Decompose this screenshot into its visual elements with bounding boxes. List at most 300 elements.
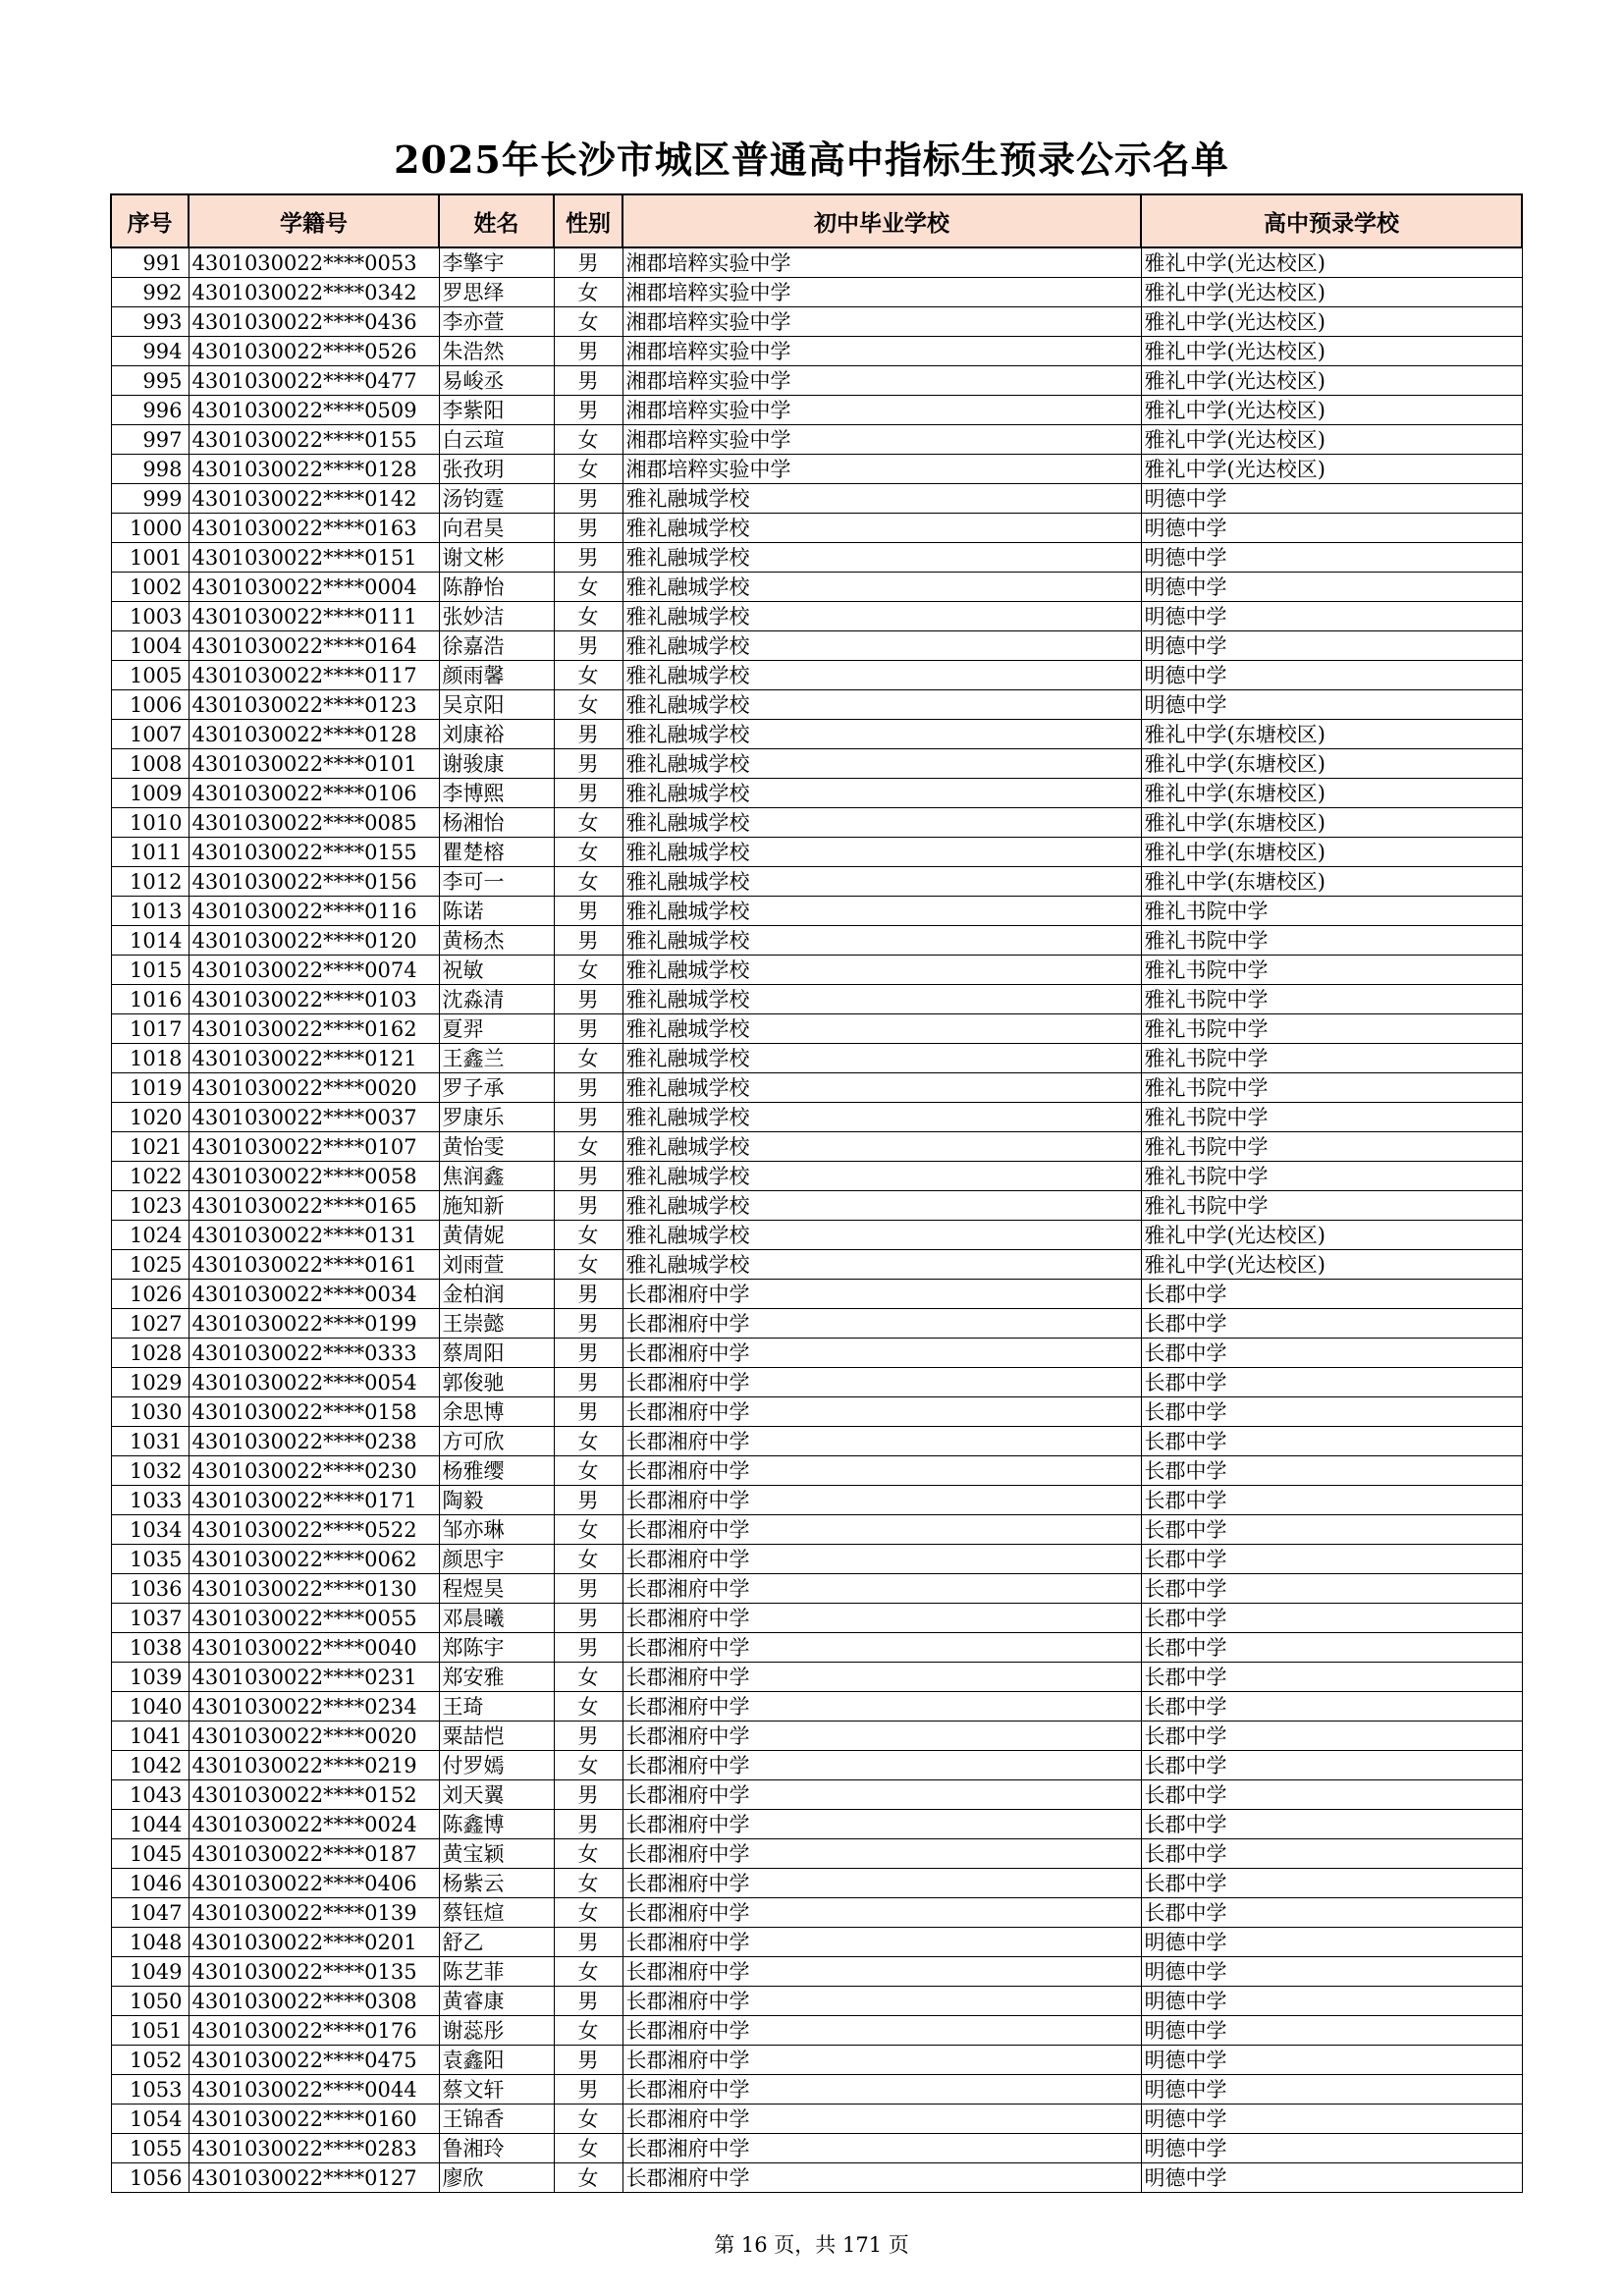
student-id-cell: 4301030022****0128 (189, 720, 439, 749)
table-row (111, 1898, 1522, 1928)
junior-school-cell: 雅礼融城学校 (622, 720, 1141, 749)
name-cell: 程煜昊 (439, 1574, 554, 1604)
junior-school-cell: 长郡湘府中学 (622, 2075, 1141, 2105)
name-cell: 李博熙 (439, 779, 554, 808)
junior-school-cell: 长郡湘府中学 (622, 1722, 1141, 1751)
gender-cell: 女 (554, 573, 622, 602)
page-footer: 第 16 页，共 171 页 (714, 2233, 909, 2257)
name-cell: 杨湘怡 (439, 808, 554, 838)
senior-school-cell: 明德中学 (1141, 1957, 1522, 1987)
student-id-cell: 4301030022****0158 (189, 1397, 439, 1427)
table-row (111, 2105, 1522, 2134)
senior-school-cell: 长郡中学 (1141, 1427, 1522, 1456)
serial-cell: 1044 (111, 1810, 189, 1839)
serial-cell: 1050 (111, 1987, 189, 2016)
student-id-cell: 4301030022****0199 (189, 1309, 439, 1339)
gender-cell: 男 (554, 247, 622, 278)
student-id-cell: 4301030022****0062 (189, 1545, 439, 1574)
junior-school-cell: 雅礼融城学校 (622, 926, 1141, 956)
serial-cell: 1019 (111, 1073, 189, 1103)
junior-school-cell: 雅礼融城学校 (622, 779, 1141, 808)
junior-school-cell: 长郡湘府中学 (622, 2163, 1141, 2193)
junior-school-cell: 雅礼融城学校 (622, 808, 1141, 838)
name-cell: 陶毅 (439, 1486, 554, 1515)
gender-cell: 女 (554, 307, 622, 337)
junior-school-cell: 湘郡培粹实验中学 (622, 278, 1141, 307)
table-body (111, 247, 1522, 2193)
header-senior-school: 高中预录学校 (1141, 194, 1522, 247)
student-id-cell: 4301030022****0155 (189, 425, 439, 455)
gender-cell: 女 (554, 455, 622, 484)
gender-cell: 男 (554, 337, 622, 366)
student-id-cell: 4301030022****0004 (189, 573, 439, 602)
table-row (111, 573, 1522, 602)
serial-cell: 1042 (111, 1751, 189, 1780)
table-row (111, 1869, 1522, 1898)
student-id-cell: 4301030022****0139 (189, 1898, 439, 1928)
gender-cell: 女 (554, 2016, 622, 2046)
senior-school-cell: 长郡中学 (1141, 1280, 1522, 1309)
senior-school-cell: 雅礼中学(光达校区) (1141, 455, 1522, 484)
table-row (111, 396, 1522, 425)
senior-school-cell: 明德中学 (1141, 2163, 1522, 2193)
table-row (111, 1692, 1522, 1722)
gender-cell: 女 (554, 1898, 622, 1928)
junior-school-cell: 雅礼融城学校 (622, 749, 1141, 779)
serial-cell: 1045 (111, 1839, 189, 1869)
table-row (111, 1810, 1522, 1839)
table-row (111, 1957, 1522, 1987)
student-id-cell: 4301030022****0131 (189, 1221, 439, 1250)
name-cell: 张孜玥 (439, 455, 554, 484)
serial-cell: 1048 (111, 1928, 189, 1957)
name-cell: 粟喆恺 (439, 1722, 554, 1751)
table-row (111, 337, 1522, 366)
gender-cell: 女 (554, 2105, 622, 2134)
name-cell: 鲁湘玲 (439, 2134, 554, 2163)
table-row (111, 1780, 1522, 1810)
gender-cell: 女 (554, 1515, 622, 1545)
table-row (111, 1309, 1522, 1339)
table-row (111, 1456, 1522, 1486)
junior-school-cell: 长郡湘府中学 (622, 1574, 1141, 1604)
table-row (111, 897, 1522, 926)
header-gender: 性别 (554, 194, 622, 247)
gender-cell: 男 (554, 1280, 622, 1309)
serial-cell: 1032 (111, 1456, 189, 1486)
senior-school-cell: 明德中学 (1141, 2075, 1522, 2105)
gender-cell: 男 (554, 484, 622, 514)
junior-school-cell: 长郡湘府中学 (622, 2105, 1141, 2134)
student-id-cell: 4301030022****0522 (189, 1515, 439, 1545)
serial-cell: 1051 (111, 2016, 189, 2046)
serial-cell: 1015 (111, 956, 189, 985)
student-id-cell: 4301030022****0156 (189, 867, 439, 897)
table-row (111, 278, 1522, 307)
serial-cell: 1012 (111, 867, 189, 897)
senior-school-cell: 雅礼中学(光达校区) (1141, 1221, 1522, 1250)
senior-school-cell: 长郡中学 (1141, 1869, 1522, 1898)
student-id-cell: 4301030022****0176 (189, 2016, 439, 2046)
table-row (111, 690, 1522, 720)
gender-cell: 男 (554, 1486, 622, 1515)
name-cell: 杨雅缨 (439, 1456, 554, 1486)
table-row (111, 1368, 1522, 1397)
student-id-cell: 4301030022****0342 (189, 278, 439, 307)
gender-cell: 女 (554, 1839, 622, 1869)
student-id-cell: 4301030022****0164 (189, 631, 439, 661)
name-cell: 吴京阳 (439, 690, 554, 720)
student-id-cell: 4301030022****0127 (189, 2163, 439, 2193)
name-cell: 郭俊驰 (439, 1368, 554, 1397)
serial-cell: 1028 (111, 1339, 189, 1368)
serial-cell: 999 (111, 484, 189, 514)
table-header-row (111, 194, 1522, 247)
name-cell: 张妙洁 (439, 602, 554, 631)
junior-school-cell: 雅礼融城学校 (622, 1191, 1141, 1221)
student-id-cell: 4301030022****0128 (189, 455, 439, 484)
name-cell: 王锦香 (439, 2105, 554, 2134)
senior-school-cell: 雅礼书院中学 (1141, 956, 1522, 985)
serial-cell: 1035 (111, 1545, 189, 1574)
serial-cell: 1003 (111, 602, 189, 631)
gender-cell: 男 (554, 1309, 622, 1339)
name-cell: 陈艺菲 (439, 1957, 554, 1987)
gender-cell: 女 (554, 1132, 622, 1162)
table-row (111, 1722, 1522, 1751)
gender-cell: 男 (554, 1191, 622, 1221)
student-id-cell: 4301030022****0116 (189, 897, 439, 926)
junior-school-cell: 雅礼融城学校 (622, 661, 1141, 690)
junior-school-cell: 长郡湘府中学 (622, 1515, 1141, 1545)
name-cell: 罗康乐 (439, 1103, 554, 1132)
name-cell: 向君昊 (439, 514, 554, 543)
student-id-cell: 4301030022****0053 (189, 247, 439, 278)
table-row (111, 926, 1522, 956)
student-id-cell: 4301030022****0308 (189, 1987, 439, 2016)
senior-school-cell: 长郡中学 (1141, 1309, 1522, 1339)
gender-cell: 女 (554, 1751, 622, 1780)
serial-cell: 1000 (111, 514, 189, 543)
senior-school-cell: 长郡中学 (1141, 1397, 1522, 1427)
table-row (111, 1839, 1522, 1869)
table-row (111, 808, 1522, 838)
table-row (111, 779, 1522, 808)
gender-cell: 女 (554, 1456, 622, 1486)
serial-cell: 1017 (111, 1014, 189, 1044)
serial-cell: 1052 (111, 2046, 189, 2075)
serial-cell: 1016 (111, 985, 189, 1014)
serial-cell: 1005 (111, 661, 189, 690)
table-row (111, 543, 1522, 573)
junior-school-cell: 雅礼融城学校 (622, 1132, 1141, 1162)
gender-cell: 男 (554, 1810, 622, 1839)
junior-school-cell: 长郡湘府中学 (622, 1839, 1141, 1869)
senior-school-cell: 长郡中学 (1141, 1339, 1522, 1368)
student-id-cell: 4301030022****0165 (189, 1191, 439, 1221)
junior-school-cell: 长郡湘府中学 (622, 2134, 1141, 2163)
junior-school-cell: 雅礼融城学校 (622, 867, 1141, 897)
name-cell: 黄睿康 (439, 1987, 554, 2016)
serial-cell: 1004 (111, 631, 189, 661)
gender-cell: 男 (554, 1633, 622, 1663)
student-id-cell: 4301030022****0162 (189, 1014, 439, 1044)
student-id-cell: 4301030022****0121 (189, 1044, 439, 1073)
table-row (111, 2134, 1522, 2163)
gender-cell: 男 (554, 396, 622, 425)
gender-cell: 女 (554, 956, 622, 985)
table-row (111, 749, 1522, 779)
senior-school-cell: 长郡中学 (1141, 1574, 1522, 1604)
name-cell: 廖欣 (439, 2163, 554, 2193)
gender-cell: 男 (554, 1368, 622, 1397)
name-cell: 罗思绎 (439, 278, 554, 307)
serial-cell: 1018 (111, 1044, 189, 1073)
junior-school-cell: 长郡湘府中学 (622, 1368, 1141, 1397)
header-student-id: 学籍号 (189, 194, 439, 247)
student-id-cell: 4301030022****0201 (189, 1928, 439, 1957)
senior-school-cell: 长郡中学 (1141, 1633, 1522, 1663)
serial-cell: 1055 (111, 2134, 189, 2163)
serial-cell: 1033 (111, 1486, 189, 1515)
name-cell: 王琦 (439, 1692, 554, 1722)
name-cell: 陈诺 (439, 897, 554, 926)
gender-cell: 男 (554, 1162, 622, 1191)
senior-school-cell: 雅礼中学(光达校区) (1141, 366, 1522, 396)
senior-school-cell: 雅礼中学(光达校区) (1141, 1250, 1522, 1280)
gender-cell: 女 (554, 1545, 622, 1574)
table-row (111, 661, 1522, 690)
junior-school-cell: 雅礼融城学校 (622, 514, 1141, 543)
senior-school-cell: 明德中学 (1141, 631, 1522, 661)
junior-school-cell: 雅礼融城学校 (622, 985, 1141, 1014)
gender-cell: 男 (554, 1339, 622, 1368)
student-id-cell: 4301030022****0044 (189, 2075, 439, 2105)
senior-school-cell: 雅礼书院中学 (1141, 1044, 1522, 1073)
student-id-cell: 4301030022****0034 (189, 1280, 439, 1309)
student-id-cell: 4301030022****0111 (189, 602, 439, 631)
header-junior-school: 初中毕业学校 (622, 194, 1141, 247)
gender-cell: 女 (554, 838, 622, 867)
page-title: 2025年长沙市城区普通高中指标生预录公示名单 (394, 137, 1229, 182)
name-cell: 付罗嫣 (439, 1751, 554, 1780)
student-id-cell: 4301030022****0187 (189, 1839, 439, 1869)
gender-cell: 男 (554, 1073, 622, 1103)
serial-cell: 1023 (111, 1191, 189, 1221)
serial-cell: 1022 (111, 1162, 189, 1191)
admission-table (110, 193, 1523, 2193)
table-row (111, 247, 1522, 278)
name-cell: 邓晨曦 (439, 1604, 554, 1633)
name-cell: 郑陈宇 (439, 1633, 554, 1663)
table-row (111, 2046, 1522, 2075)
serial-cell: 1024 (111, 1221, 189, 1250)
serial-cell: 1037 (111, 1604, 189, 1633)
table-row (111, 1044, 1522, 1073)
junior-school-cell: 长郡湘府中学 (622, 1692, 1141, 1722)
gender-cell: 男 (554, 2075, 622, 2105)
student-id-cell: 4301030022****0436 (189, 307, 439, 337)
gender-cell: 男 (554, 1574, 622, 1604)
student-id-cell: 4301030022****0230 (189, 1456, 439, 1486)
name-cell: 蔡文轩 (439, 2075, 554, 2105)
name-cell: 罗子承 (439, 1073, 554, 1103)
senior-school-cell: 长郡中学 (1141, 1663, 1522, 1692)
senior-school-cell: 长郡中学 (1141, 1692, 1522, 1722)
student-id-cell: 4301030022****0283 (189, 2134, 439, 2163)
senior-school-cell: 明德中学 (1141, 543, 1522, 573)
junior-school-cell: 湘郡培粹实验中学 (622, 307, 1141, 337)
senior-school-cell: 明德中学 (1141, 2105, 1522, 2134)
student-id-cell: 4301030022****0123 (189, 690, 439, 720)
header-name: 姓名 (439, 194, 554, 247)
junior-school-cell: 长郡湘府中学 (622, 1987, 1141, 2016)
table-row (111, 1014, 1522, 1044)
student-id-cell: 4301030022****0106 (189, 779, 439, 808)
junior-school-cell: 雅礼融城学校 (622, 543, 1141, 573)
serial-cell: 1054 (111, 2105, 189, 2134)
student-id-cell: 4301030022****0054 (189, 1368, 439, 1397)
junior-school-cell: 雅礼融城学校 (622, 1103, 1141, 1132)
serial-cell: 1013 (111, 897, 189, 926)
junior-school-cell: 雅礼融城学校 (622, 484, 1141, 514)
serial-cell: 1025 (111, 1250, 189, 1280)
name-cell: 李紫阳 (439, 396, 554, 425)
senior-school-cell: 长郡中学 (1141, 1839, 1522, 1869)
serial-cell: 1006 (111, 690, 189, 720)
senior-school-cell: 明德中学 (1141, 1928, 1522, 1957)
serial-cell: 1049 (111, 1957, 189, 1987)
serial-cell: 1034 (111, 1515, 189, 1545)
gender-cell: 女 (554, 1427, 622, 1456)
name-cell: 李擎宇 (439, 247, 554, 278)
table-row (111, 1221, 1522, 1250)
gender-cell: 男 (554, 985, 622, 1014)
student-id-cell: 4301030022****0333 (189, 1339, 439, 1368)
name-cell: 夏羿 (439, 1014, 554, 1044)
senior-school-cell: 雅礼中学(光达校区) (1141, 337, 1522, 366)
student-id-cell: 4301030022****0477 (189, 366, 439, 396)
senior-school-cell: 雅礼中学(光达校区) (1141, 247, 1522, 278)
table-row (111, 2163, 1522, 2193)
table-row (111, 425, 1522, 455)
name-cell: 易峻丞 (439, 366, 554, 396)
name-cell: 刘天翼 (439, 1780, 554, 1810)
name-cell: 黄杨杰 (439, 926, 554, 956)
table-row (111, 1191, 1522, 1221)
senior-school-cell: 雅礼中学(光达校区) (1141, 425, 1522, 455)
senior-school-cell: 长郡中学 (1141, 1515, 1522, 1545)
name-cell: 谢骏康 (439, 749, 554, 779)
name-cell: 刘雨萱 (439, 1250, 554, 1280)
serial-cell: 1036 (111, 1574, 189, 1604)
junior-school-cell: 湘郡培粹实验中学 (622, 396, 1141, 425)
gender-cell: 男 (554, 1722, 622, 1751)
student-id-cell: 4301030022****0058 (189, 1162, 439, 1191)
table-row (111, 1574, 1522, 1604)
junior-school-cell: 长郡湘府中学 (622, 1545, 1141, 1574)
junior-school-cell: 长郡湘府中学 (622, 1309, 1141, 1339)
name-cell: 祝敏 (439, 956, 554, 985)
table-row (111, 631, 1522, 661)
student-id-cell: 4301030022****0101 (189, 749, 439, 779)
gender-cell: 女 (554, 1869, 622, 1898)
student-id-cell: 4301030022****0171 (189, 1486, 439, 1515)
junior-school-cell: 长郡湘府中学 (622, 1663, 1141, 1692)
serial-cell: 1043 (111, 1780, 189, 1810)
senior-school-cell: 雅礼中学(东塘校区) (1141, 808, 1522, 838)
table-row (111, 1604, 1522, 1633)
serial-cell: 993 (111, 307, 189, 337)
table-row (111, 1397, 1522, 1427)
name-cell: 方可欣 (439, 1427, 554, 1456)
senior-school-cell: 雅礼书院中学 (1141, 1103, 1522, 1132)
junior-school-cell: 雅礼融城学校 (622, 838, 1141, 867)
student-id-cell: 4301030022****0406 (189, 1869, 439, 1898)
name-cell: 王崇懿 (439, 1309, 554, 1339)
table-row (111, 1633, 1522, 1663)
student-id-cell: 4301030022****0103 (189, 985, 439, 1014)
name-cell: 陈静怡 (439, 573, 554, 602)
table-row (111, 1751, 1522, 1780)
senior-school-cell: 长郡中学 (1141, 1780, 1522, 1810)
senior-school-cell: 长郡中学 (1141, 1810, 1522, 1839)
junior-school-cell: 湘郡培粹实验中学 (622, 366, 1141, 396)
senior-school-cell: 明德中学 (1141, 2016, 1522, 2046)
gender-cell: 男 (554, 631, 622, 661)
junior-school-cell: 长郡湘府中学 (622, 1810, 1141, 1839)
serial-cell: 994 (111, 337, 189, 366)
senior-school-cell: 雅礼中学(东塘校区) (1141, 779, 1522, 808)
table-row (111, 1928, 1522, 1957)
junior-school-cell: 雅礼融城学校 (622, 690, 1141, 720)
serial-cell: 1056 (111, 2163, 189, 2193)
senior-school-cell: 长郡中学 (1141, 1456, 1522, 1486)
name-cell: 沈淼清 (439, 985, 554, 1014)
junior-school-cell: 雅礼融城学校 (622, 631, 1141, 661)
senior-school-cell: 雅礼书院中学 (1141, 1162, 1522, 1191)
gender-cell: 女 (554, 1044, 622, 1073)
name-cell: 颜雨馨 (439, 661, 554, 690)
serial-cell: 1029 (111, 1368, 189, 1397)
gender-cell: 男 (554, 543, 622, 573)
serial-cell: 1009 (111, 779, 189, 808)
table-row (111, 366, 1522, 396)
name-cell: 杨紫云 (439, 1869, 554, 1898)
serial-cell: 1039 (111, 1663, 189, 1692)
junior-school-cell: 长郡湘府中学 (622, 1957, 1141, 1987)
gender-cell: 女 (554, 1663, 622, 1692)
senior-school-cell: 雅礼书院中学 (1141, 985, 1522, 1014)
senior-school-cell: 长郡中学 (1141, 1368, 1522, 1397)
gender-cell: 女 (554, 2163, 622, 2193)
name-cell: 焦润鑫 (439, 1162, 554, 1191)
name-cell: 黄宝颖 (439, 1839, 554, 1869)
name-cell: 陈鑫博 (439, 1810, 554, 1839)
header-serial: 序号 (111, 194, 189, 247)
name-cell: 汤钧霆 (439, 484, 554, 514)
student-id-cell: 4301030022****0135 (189, 1957, 439, 1987)
gender-cell: 女 (554, 1957, 622, 1987)
table-row (111, 1250, 1522, 1280)
junior-school-cell: 雅礼融城学校 (622, 1162, 1141, 1191)
table-row (111, 1162, 1522, 1191)
senior-school-cell: 长郡中学 (1141, 1486, 1522, 1515)
student-id-cell: 4301030022****0219 (189, 1751, 439, 1780)
senior-school-cell: 雅礼书院中学 (1141, 1191, 1522, 1221)
serial-cell: 1041 (111, 1722, 189, 1751)
junior-school-cell: 长郡湘府中学 (622, 2016, 1141, 2046)
